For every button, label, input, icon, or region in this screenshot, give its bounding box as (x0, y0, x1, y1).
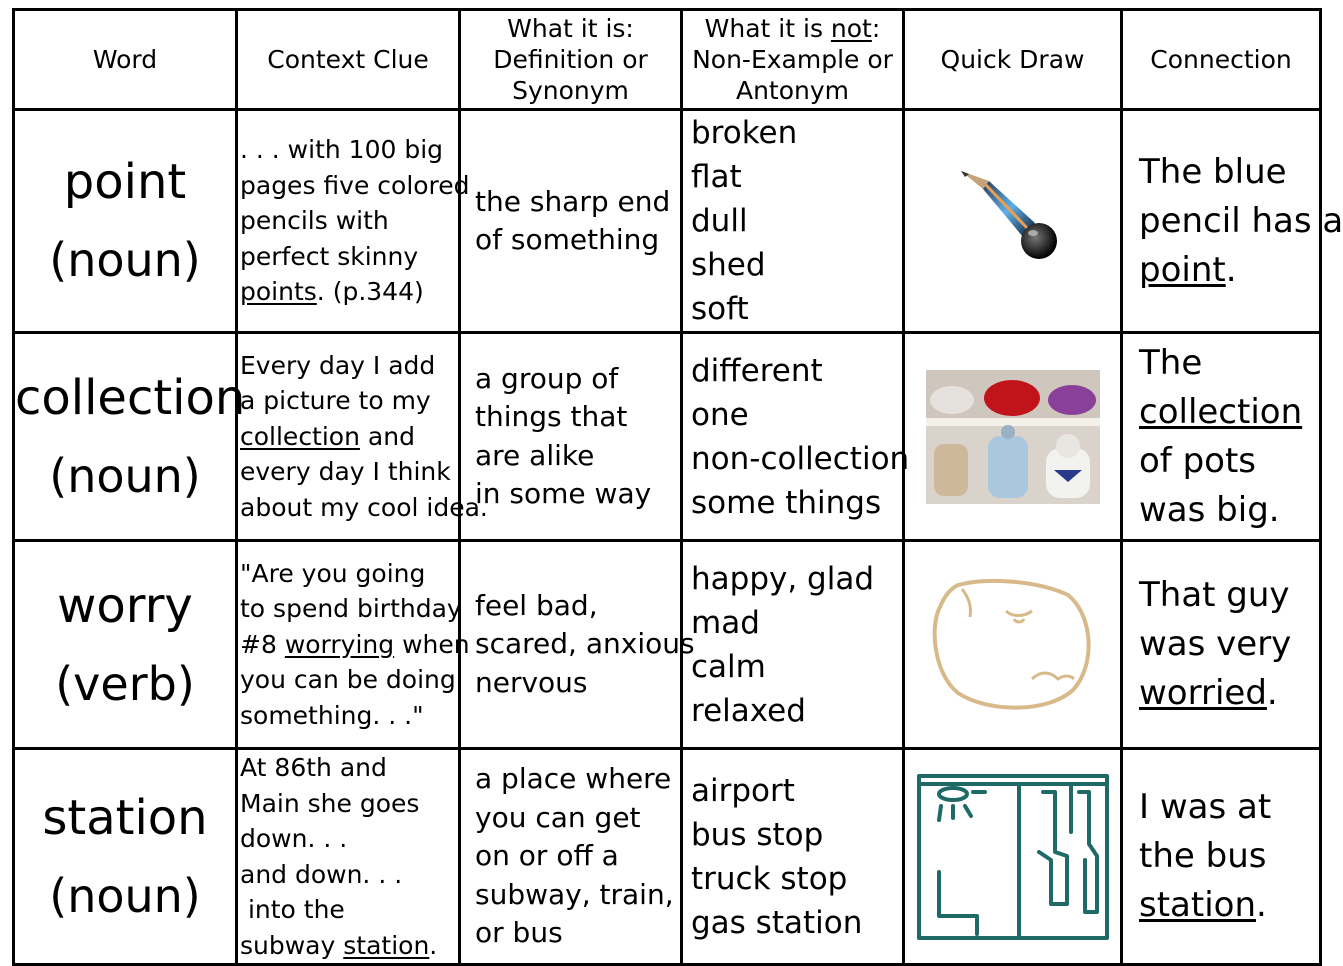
non-example-cell: broken flat dull shed soft (682, 110, 904, 333)
cookie-jar-collection-icon (926, 370, 1100, 504)
table-row (14, 749, 1321, 965)
connection-cell: That guy was very worried. (1122, 541, 1321, 749)
header-row (14, 10, 1321, 110)
context-clue-cell: At 86th and Main she goes down. . . and down. . . into the subway station. (237, 749, 460, 965)
worried-face-icon (928, 575, 1098, 715)
vocab-word: collection (15, 369, 246, 426)
context-clue-cell: "Are you going to spend birthday #8 worrying when you can be doing something. . ." (237, 541, 460, 749)
word-cell (14, 749, 237, 965)
header-quick-draw: Quick Draw (904, 10, 1122, 110)
subway-station-icon (915, 772, 1111, 942)
non-example-cell: airport bus stop truck stop gas station (682, 749, 904, 965)
definition-cell: a place where you can get on or off a subway, train, or bus (460, 749, 682, 965)
definition-cell: the sharp end of something (460, 110, 682, 333)
quick-draw-cell (904, 333, 1122, 541)
vocab-word: point (63, 154, 187, 210)
quick-draw-cell (904, 110, 1122, 333)
vocab-word: station (42, 789, 208, 846)
word-cell (14, 110, 237, 333)
definition-cell: feel bad, scared, anxious nervous (460, 541, 682, 749)
header-word: Word (14, 10, 237, 110)
part-of-speech: (noun) (49, 233, 201, 287)
pencil-tip-icon (953, 161, 1073, 281)
header-context-clue: Context Clue (237, 10, 460, 110)
definition-cell: a group of things that are alike in some way (460, 333, 682, 541)
table-row (14, 110, 1321, 333)
quick-draw-cell (904, 749, 1122, 965)
part-of-speech: (verb) (55, 656, 195, 711)
part-of-speech: (noun) (49, 448, 201, 503)
header-connection: Connection (1122, 10, 1321, 110)
connection-cell: The collection of pots was big. (1122, 333, 1321, 541)
non-example-cell: different one non-collection some things (682, 333, 904, 541)
table-row (14, 333, 1321, 541)
connection-cell: I was at the bus station. (1122, 749, 1321, 965)
vocabulary-sheet (12, 8, 1343, 960)
part-of-speech: (noun) (49, 868, 201, 923)
header-definition: What it is: Definition or Synonym (460, 10, 682, 110)
non-example-cell: happy, glad mad calm relaxed (682, 541, 904, 749)
word-cell (14, 541, 237, 749)
context-clue-cell: . . . with 100 big pages five colored pencils with perfect skinny points. (p.344) (237, 110, 460, 333)
connection-cell: The blue pencil has a point. (1122, 110, 1321, 333)
header-non-example: What it is not: Non-Example or Antonym (682, 10, 904, 110)
table-row (14, 541, 1321, 749)
context-clue-cell: Every day I add a picture to my collection and every day I think about my cool idea. (237, 333, 460, 541)
quick-draw-cell (904, 541, 1122, 749)
word-cell (14, 333, 246, 541)
vocab-word: worry (57, 577, 193, 634)
vocabulary-table (12, 8, 1343, 966)
